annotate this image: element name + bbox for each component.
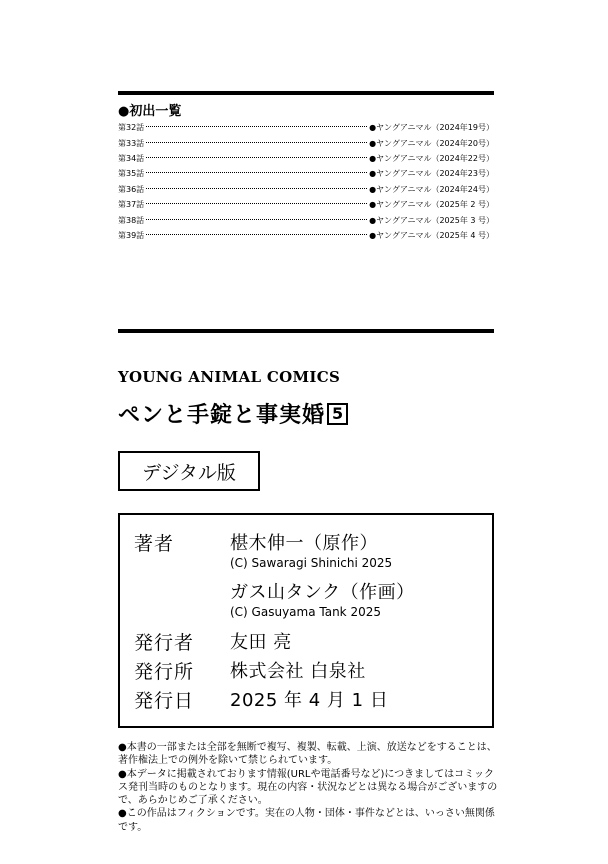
leader-dots [146, 142, 367, 143]
book-title-row [118, 398, 348, 429]
volume-badge: 5 [327, 403, 348, 425]
episode-label: 第33話 [118, 138, 145, 148]
first-appearance-list [118, 120, 494, 243]
leader-dots [146, 188, 367, 189]
source-label: ●ヤングアニマル（2024年24号） [369, 184, 494, 194]
edition-badge [118, 451, 260, 491]
source-label: ●ヤングアニマル（2025年 2 号） [369, 200, 494, 210]
series-label: YOUNG ANIMAL COMICS [118, 368, 341, 386]
date-label: 発行日 [134, 690, 195, 712]
list-item [118, 135, 494, 150]
top-rule [118, 91, 494, 95]
publisher-person-label: 発行者 [134, 632, 195, 654]
author-original: 椹木伸一（原作） [230, 533, 378, 554]
list-item [118, 197, 494, 212]
note-data-info: ●本データに掲載されております情報(URLや電話番号など)につきましてはコミックス発刊当時のものとなります。現在の内容・状況などとは異なる場合がございますので、あらかじめご了承ください。 [118, 768, 498, 807]
publisher: 株式会社 白泉社 [230, 661, 366, 682]
edition-label: デジタル版 [142, 461, 236, 484]
middle-rule [118, 329, 494, 333]
episode-label: 第38話 [118, 215, 145, 225]
list-item [118, 228, 494, 243]
publish-date: 2025 年 4 月 1 日 [230, 690, 389, 711]
episode-label: 第32話 [118, 123, 145, 133]
source-label: ●ヤングアニマル（2024年20号） [369, 138, 494, 148]
author-original-copyright: (C) Sawaragi Shinichi 2025 [230, 556, 393, 570]
author-label: 著者 [134, 533, 175, 555]
author-artist: ガス山タンク（作画） [230, 582, 415, 603]
source-label: ●ヤングアニマル（2024年22号） [369, 153, 494, 163]
episode-label: 第36話 [118, 184, 145, 194]
leader-dots [146, 203, 367, 204]
first-appearance-title: ●初出一覧 [118, 104, 182, 119]
credits-box [118, 513, 494, 728]
list-item [118, 182, 494, 197]
episode-label: 第37話 [118, 200, 145, 210]
episode-label: 第35話 [118, 169, 145, 179]
list-item [118, 151, 494, 166]
list-item [118, 120, 494, 135]
list-item [118, 212, 494, 227]
publisher-person: 友田 亮 [230, 632, 292, 653]
source-label: ●ヤングアニマル（2024年23号） [369, 169, 494, 179]
leader-dots [146, 234, 367, 235]
source-label: ●ヤングアニマル（2024年19号） [369, 123, 494, 133]
list-item [118, 166, 494, 181]
publisher-label: 発行所 [134, 661, 195, 683]
leader-dots [146, 126, 367, 127]
note-copyright: ●本書の一部または全部を無断で複写、複製、転載、上演、放送などをすることは、著作権法上での例外を除いて禁じられています。 [118, 742, 497, 767]
source-label: ●ヤングアニマル（2025年 4 号） [369, 230, 494, 240]
source-label: ●ヤングアニマル（2025年 3 号） [369, 215, 494, 225]
leader-dots [146, 157, 367, 158]
leader-dots [146, 219, 367, 220]
episode-label: 第34話 [118, 153, 145, 163]
author-artist-copyright: (C) Gasuyama Tank 2025 [230, 605, 381, 619]
book-title: ペンと手錠と事実婚 [118, 403, 326, 428]
leader-dots [146, 172, 367, 173]
episode-label: 第39話 [118, 230, 145, 240]
note-fiction: ●この作品はフィクションです。実在の人物・団体・事件などとは、いっさい無関係です。 [118, 808, 495, 833]
legal-notes [118, 741, 503, 834]
